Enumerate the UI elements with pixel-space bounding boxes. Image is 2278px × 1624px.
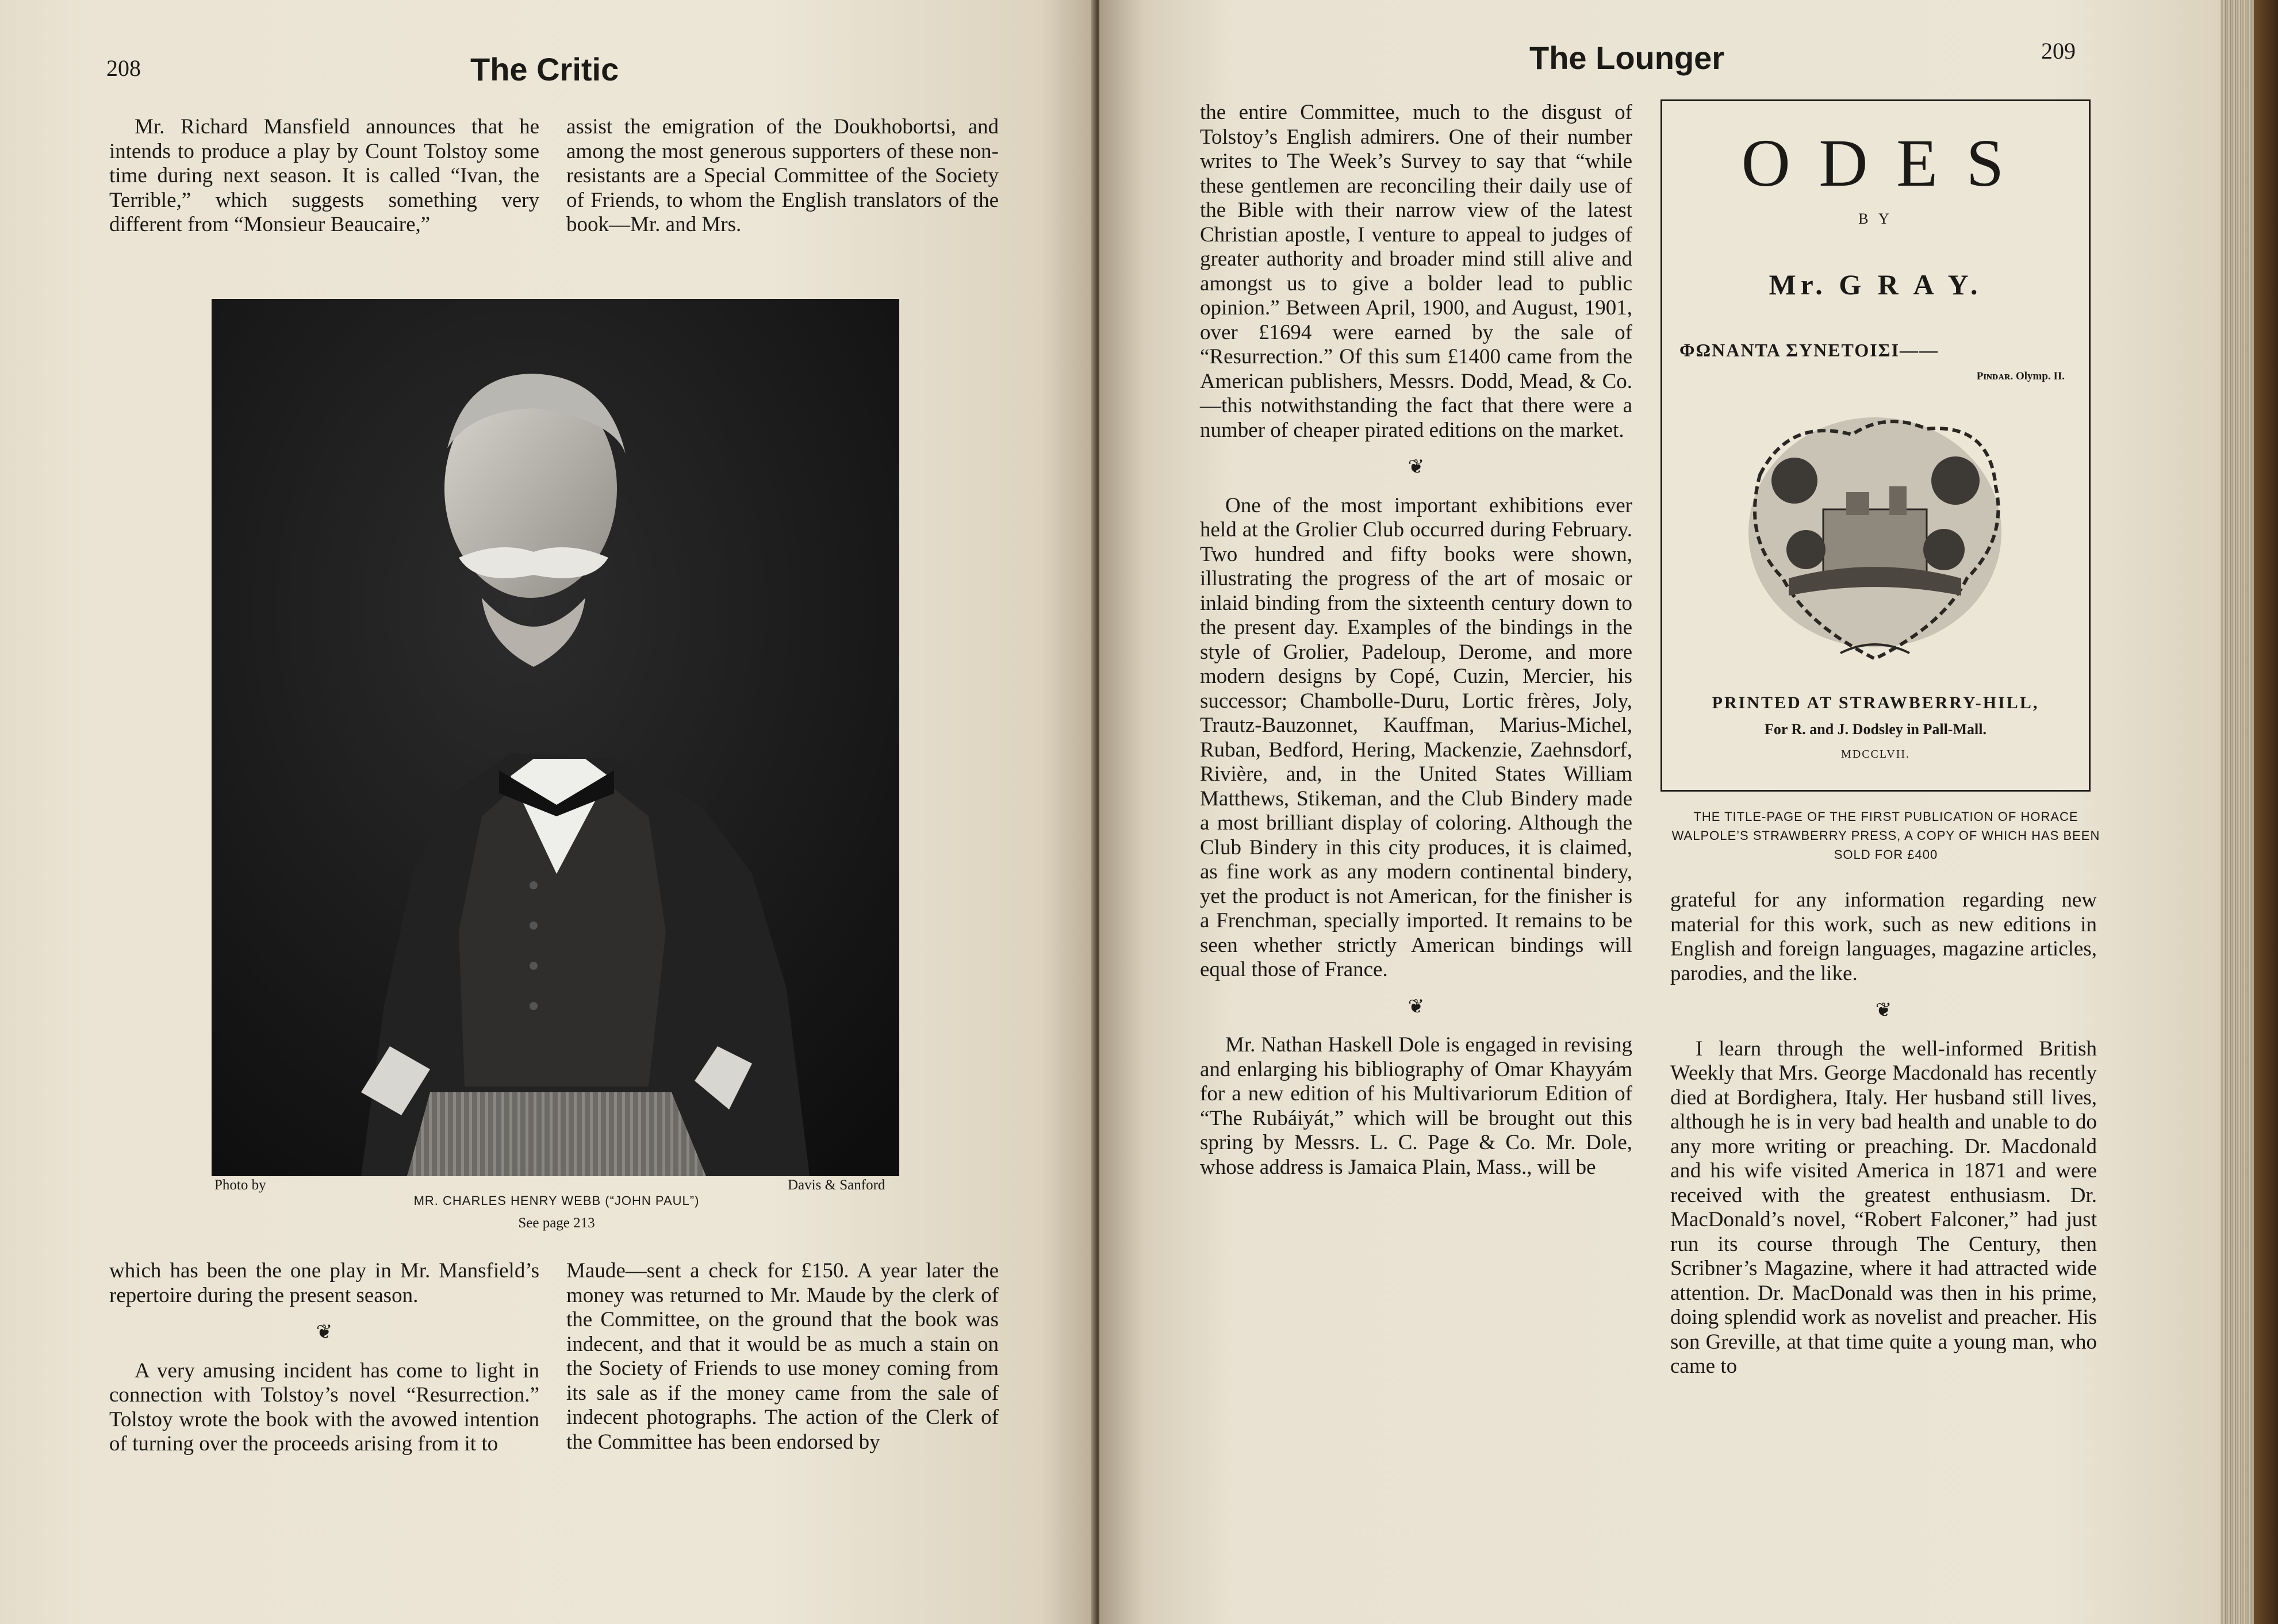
paragraph: assist the emigration of the Doukhobortsi, and among the most generous supporters of these non-resistants are a Special Committee of the Society of Friends, to whom the English translators of the book—Mr. and Mrs.	[566, 115, 999, 236]
title-page-caption: THE TITLE-PAGE OF THE FIRST PUBLICATION OF HORACE WALPOLE’S STRAWBERRY PRESS, A COPY OF WHICH HAS BEEN SOLD FOR £400	[1671, 809, 2100, 862]
right-page-number: 209	[2041, 38, 2076, 64]
title-date: MDCCLVII.	[1840, 748, 1911, 761]
paragraph: I learn through the well-informed British Weekly that Mrs. George Macdonald has recently died at Bordighera, Italy. Her husband still lives, although he is in very bad health and unable to do any more writing or preaching. Dr. Macdonald and his wife visited America in 1871 and were received with the greatest enthusiasm. Dr. MacDonald’s novel, “Robert Falconer,” had just run its course through The Century, then Scribner’s Magazine, where it had attracted wide attention. Dr. MacDonald was then in his prime, doing splendid work as novelist and preacher. His son Greville, at that time quite a young man, who came to	[1670, 1036, 2097, 1378]
right-running-head: The Lounger	[1529, 40, 1725, 76]
ornament-icon: ❦	[316, 1322, 333, 1343]
paragraph: A very amusing incident has come to light in connection with Tolstoy’s novel “Resurrection.” Tolstoy wrote the book with the avowed intention of turning over the proceeds arising from it to	[109, 1358, 539, 1456]
title-for-line: For R. and J. Dodsley in Pall-Mall.	[1765, 721, 1986, 738]
title-greek-source: Pɪɴᴅᴀʀ. Olymp. II.	[1976, 370, 2065, 382]
portrait-photo	[212, 299, 899, 1176]
left-column-1-bottom	[109, 1259, 539, 1457]
paragraph: grateful for any information regarding new material for this work, such as new editions in English and foreign languages, magazine articles, parodies, and the like.	[1670, 888, 2097, 985]
title-odes: O D E S	[1741, 125, 2010, 201]
photo-credit-left: Photo by	[214, 1177, 266, 1193]
left-running-head: The Critic	[470, 51, 619, 87]
right-column-1	[1200, 101, 1632, 1180]
title-printed-at: PRINTED AT STRAWBERRY-HILL,	[1712, 693, 2039, 712]
paragraph: One of the most important exhibitions ever held at the Grolier Club occurred during February. Two hundred and fifty books were shown, illustrating the progress of the art of mosaic or inlaid binding from the sixteenth century down to the present day. Examples of the bindings in the style of Grolier, Padeloup, Derome, and more modern designs by Copé, Cuzin, Mercier, his successor; Chambolle-Duru, Lortic frères, Joly, Trautz-Bauzonnet, Kauffman, Marius-Michel, Ruban, Bedford, Hering, Mackenzie, Zaehnsdorf, Rivière, and, in the United States William Matthews, Stikeman, and the Club Bindery made a most brilliant display of coloring. Although the Club Bindery in this city produces, it is claimed, as fine work as any modern continental bindery, yet the product is not American, for the finisher is a Frenchman, specially imported. It remains to be seen whether strictly American bindings will equal those of France.	[1200, 493, 1632, 981]
paragraph: Maude—sent a check for £150. A year later the money was returned to Mr. Maude by the clerk of the Committee, on the ground that the book was indecent, and that it would be as much a stain on the Society of Friends to use money coming from its sale as if the money came from the sale of indecent photographs. The action of the Clerk of the Committee has been endorsed by	[566, 1259, 999, 1454]
left-column-2-bottom	[566, 1259, 999, 1454]
paragraph: Mr. Nathan Haskell Dole is engaged in revising and enlarging his bibliography of Omar Khayyám for a new edition of his Multivariorum Edition of “The Rubáiyát,” which will be brought out this spring by Messrs. L. C. Page & Co. Mr. Dole, whose address is Jamaica Plain, Mass., will be	[1200, 1033, 1632, 1179]
woodcut-vignette	[1737, 406, 2013, 676]
portrait-illustration	[212, 299, 899, 1176]
title-author: Mr. G R A Y.	[1769, 268, 1982, 301]
photo-credit-right: Davis & Sanford	[788, 1177, 885, 1193]
photo-caption: MR. CHARLES HENRY WEBB (“JOHN PAUL”)	[413, 1193, 700, 1208]
title-page-illustration	[1660, 99, 2091, 792]
ornament-icon: ❦	[1408, 996, 1425, 1018]
left-page-number: 208	[106, 55, 141, 81]
paragraph: the entire Committee, much to the disgust of Tolstoy’s English admirers. One of their number writes to The Week’s Survey to say that “while these gentlemen are reconciling their daily use of the Bible with their narrow view of the latest Christian apostle, I venture to appeal to judges of greater authority and broader mind still alive and amongst us to give a bolder lead to public opinion.” Between April, 1900, and August, 1901, over £1694 were earned by the sale of “Resurrection.” Of this sum £1400 came from the American publishers, Messrs. Dodd, Mead, & Co.—this notwithstanding the fact that there were a number of cheaper pirated editions on the market.	[1200, 101, 1632, 442]
right-column-2	[1670, 888, 2097, 1379]
left-column-2-top	[566, 115, 999, 237]
title-greek-epigraph: ΦΩΝΑΝΤΑ ΣΥΝΕΤΟΙΣΙ——	[1679, 340, 1939, 360]
ornament-icon: ❦	[1875, 1000, 1892, 1021]
paragraph: which has been the one play in Mr. Mansfield’s repertoire during the present season.	[109, 1259, 539, 1307]
paragraph: Mr. Richard Mansfield announces that he intends to produce a play by Count Tolstoy some time during next season. It is called “Ivan, the Terrible,” which suggests something very different from “Monsieur Beaucaire,”	[109, 115, 539, 236]
title-by: B Y	[1858, 210, 1893, 227]
page-edges	[2221, 0, 2278, 1624]
ornament-icon: ❦	[1408, 456, 1425, 478]
photo-see-page: See page 213	[518, 1215, 595, 1231]
left-column-1-top	[109, 115, 539, 237]
